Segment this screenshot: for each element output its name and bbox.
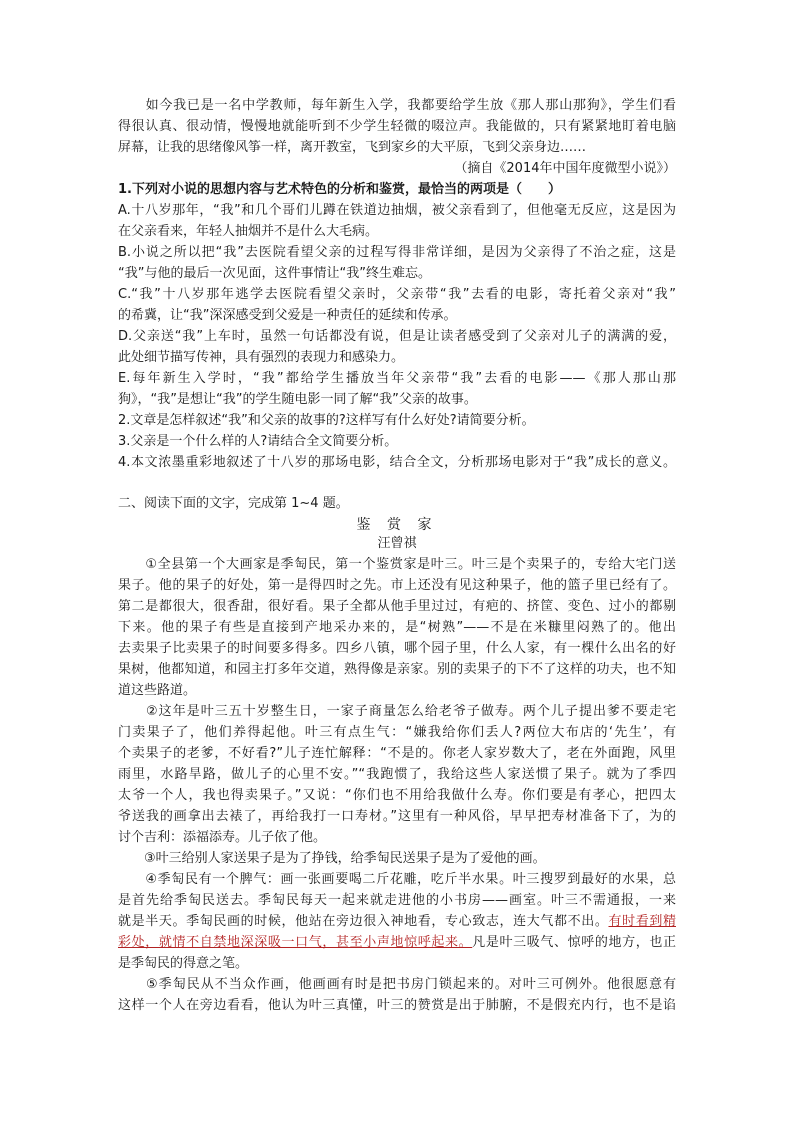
underlined-sentence-end: 彩处，就情不自禁地深深吸一口气，甚至小声地惊呼起来。 (118, 935, 473, 950)
story-line: ①全县第一个大画家是季匋民，第一个鉴赏家是叶三。叶三是个卖果子的，专给大宅门送 (118, 557, 676, 572)
option-c-cont: 的希冀，让“我”深深感受到父爱是一种责任的延续和传承。 (118, 308, 457, 323)
story-line: 讨个吉利：添福添寿。儿子依了他。 (118, 830, 327, 845)
option-b: B.小说之所以把“我”去医院看望父亲的过程写得非常详细，是因为父亲得了不治之症，这是 (118, 245, 676, 260)
story-line: 是季匋民的得意之笔。 (118, 956, 249, 971)
story-title: 鉴 赏 家 (356, 517, 438, 533)
option-d-cont: 此处细节描写传神，具有强烈的表现力和感染力。 (118, 350, 405, 365)
option-b-cont: “我”与他的最后一次见面，这件事情让“我”终生难忘。 (118, 266, 431, 281)
story-line: 下来。他的果子有些是直接到产地采办来的，是“树熟”——不是在米糠里闷熟了的。他出 (118, 620, 676, 635)
story-line-with-underline (118, 912, 676, 932)
option-e: E.每年新生入学时，“我”都给学生播放当年父亲带“我”去看的电影——《那人那山那 (118, 371, 676, 386)
intro-line: 得很认真、很动情，慢慢地就能听到不少学生轻微的啜泣声。我能做的，只有紧紧地盯着电脑 (118, 119, 676, 134)
section-heading: 二、阅读下面的文字，完成第 1~4 题。 (118, 496, 349, 511)
story-line: 个卖果子的老爹，不好看?”儿子连忙解释：“不是的。你老人家岁数大了，老在外面跑，风里 (118, 746, 676, 761)
story-line: ③叶三给别人家送果子是为了挣钱，给季匋民送果子是为了爱他的画。 (118, 851, 546, 866)
story-author: 汪曾祺 (377, 536, 417, 551)
intro-line: 如今我已是一名中学教师，每年新生入学，我都要给学生放《那人那山那狗》，学生们看 (118, 98, 676, 113)
option-a: A.十八岁那年，“我”和几个哥们儿蹲在铁道边抽烟，被父亲看到了，但他毫无反应，这是因为 (118, 203, 676, 218)
option-c: C.“我”十八岁那年逃学去医院看望父亲时，父亲带“我”去看的电影，寄托着父亲对“我” (118, 287, 676, 302)
story-line: 第二是都很大，很香甜，很好看。果子全都从他手里过过，有疤的、挤筐、变色、过小的都剔 (118, 599, 676, 614)
story-line: ②这年是叶三五十岁整生日，一家子商量怎么给老爷子做寿。两个儿子提出爹不要走宅 (118, 704, 676, 719)
story-line: 道这些路道。 (118, 683, 197, 698)
story-line: 雨里，水路旱路，做儿子的心里不安。”“我跑惯了，我给这些人家送惯了果子。就为了季四 (118, 767, 676, 782)
option-d: D.父亲送“我”上车时，虽然一句话都没有说，但是让读者感受到了父亲对儿子的满满的爱， (118, 329, 676, 344)
story-line: 去卖果子比卖果子的时间要多得多。四乡八镇，哪个园子里，什么人家，有一棵什么出名的好 (118, 641, 676, 656)
story-line: 是首先给季匋民送去。季匋民每天一起来就走进他的小书房——画室。叶三不需通报，一来 (118, 893, 676, 908)
story-line-text: 就是半天。季匋民画的时候，他站在旁边很入神地看，专心致志，连大气都不出。 (118, 914, 609, 929)
story-line-text: 凡是叶三吸气、惊呼的地方，也正 (472, 935, 676, 950)
question-4: 4.本文浓墨重彩地叙述了十八岁的那场电影，结合全文，分析那场电影对于“我”成长的意义。 (118, 455, 676, 470)
story-line: ⑤季匋民从不当众作画，他画画有时是把书房门锁起来的。对叶三可例外。他很愿意有 (118, 977, 676, 992)
story-line: 果子。他的果子的好处，第一是得四时之先。市上还没有见这种果子，他的篮子里已经有了。 (118, 578, 676, 593)
story-line: ④季匋民有一个脾气：画一张画要喝二斤花雕，吃斤半水果。叶三搜罗到最好的水果，总 (118, 872, 676, 887)
story-line-with-underline (118, 933, 676, 953)
story-line: 这样一个人在旁边看看，他认为叶三真懂，叶三的赞赏是出于肺腑，不是假充内行，也不是谄 (118, 998, 676, 1013)
option-a-cont: 在父亲看来，年轻人抽烟并不是什么大毛病。 (118, 224, 379, 239)
underlined-sentence-start: 有时看到精 (608, 914, 676, 929)
intro-line: 屏幕，让我的思绪像风筝一样，离开教室，飞到家乡的大平原，飞到父亲身边…… (118, 140, 587, 155)
story-line: 太爷一个人，我也得卖果子。”又说：“你们也不用给我做什么寿。你们要是有孝心，把四太 (118, 788, 676, 803)
question-1: 1.下列对小说的思想内容与艺术特色的分析和鉴赏，最恰当的两项是（ ） (118, 182, 561, 197)
story-line: 爷送我的画拿出去裱了，再给我打一口寿材。”这里有一种风俗，早早把寿材准备下了，为的 (118, 809, 676, 824)
question-2: 2.文章是怎样叙述“我”和父亲的故事的?这样写有什么好处?请简要分析。 (118, 413, 535, 428)
question-3: 3.父亲是一个什么样的人?请结合全文简要分析。 (118, 434, 398, 449)
source-note: （摘自《2014年中国年度微型小说》） (454, 161, 676, 176)
story-line: 果树，他都知道，和园主打多年交道，熟得像是亲家。别的卖果子的下不了这样的功夫，也不知 (118, 662, 676, 677)
story-line: 门卖果子了，他们养得起他。叶三有点生气：“嫌我给你们丢人?两位大布店的‘先生’，有 (118, 725, 676, 740)
option-e-cont: 狗》，“我”是想让“我”的学生随电影一同了解“我”父亲的故事。 (118, 392, 477, 407)
